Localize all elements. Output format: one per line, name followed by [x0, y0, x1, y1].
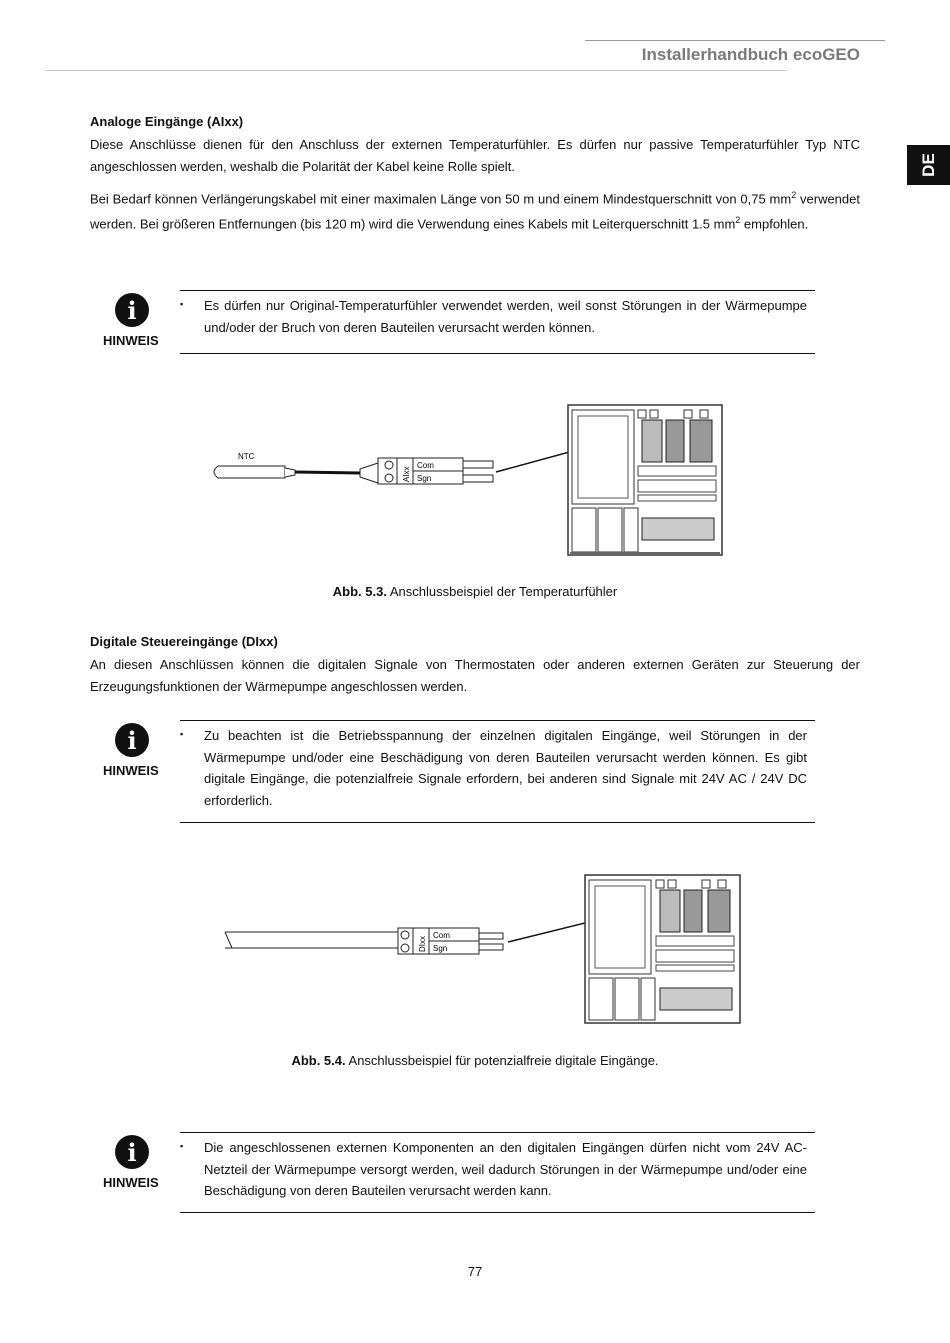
sensor-label: NTC [238, 452, 255, 461]
note-box [180, 1132, 815, 1213]
section-heading-digital: Digitale Steuereingänge (DIxx) [90, 634, 278, 649]
control-panel-drawing [568, 405, 722, 555]
com-label: Com [417, 461, 434, 470]
paragraph-analog-2: Bei Bedarf können Verlängerungskabel mit einer maximalen Länge von 50 m und einem Mindestquerschnitt von 0,75 $mm^2$ verwendet werden. Bei größeren Entfernungen (bis 120 m) wird die Verwendung eines Kabels mit Leiterquerschnitt 1.5 $mm^2$ empfohlen. [90, 190, 860, 232]
terminal-block-dixx [398, 928, 503, 954]
note-hinweis-2 [95, 720, 815, 824]
note-text: Die angeschlossenen externen Komponenten an den digitalen Eingängen dürfen nicht vom 24V AC-Netzteil der Wärmepumpe versorgt werden, weil dadurch Störungen in der Wärmepumpe und/oder eine Beschädigung von deren Bauteilen verursacht werden kann. [204, 1140, 807, 1198]
note-label: HINWEIS [103, 1175, 159, 1190]
note-box [180, 720, 815, 823]
cable [225, 932, 398, 948]
note-label: HINWEIS [103, 333, 159, 348]
header-rule-bottom [45, 70, 787, 71]
info-icon: i [115, 1135, 149, 1169]
port-label: DIxx [418, 936, 427, 952]
note-box [180, 290, 815, 354]
paragraph-analog-1: Diese Anschlüsse dienen für den Anschluss der externen Temperaturfühler. Es dürfen nur passive Temperaturfühler Typ NTC angeschlossen werden, weshalb die Polarität der Kabel keine Rolle spielt. [90, 137, 860, 174]
figure-caption-1: Abb. 5.3. Anschlussbeispiel der Temperaturfühler [332, 584, 618, 599]
terminal-block-aixx [378, 458, 493, 484]
paragraph-digital-1: An diesen Anschlüssen können die digitalen Signale von Thermostaten oder anderen externen Geräten zur Steuerung der Erzeugungsfunktionen der Wärmepumpe angeschlossen werden. [90, 657, 860, 694]
note-text: Es dürfen nur Original-Temperaturfühler verwendet werden, weil sonst Störungen in der Wärmepumpe und/oder der Bruch von deren Bauteilen verursacht werden können. [204, 298, 807, 335]
bullet-icon: ▪ [180, 729, 184, 739]
note-hinweis-1 [95, 290, 815, 355]
language-tab: DE [907, 145, 950, 185]
figure-ntc-connection [200, 400, 730, 560]
info-icon: i [115, 293, 149, 327]
header-title: Installerhandbuch ecoGEO [641, 45, 860, 64]
bullet-icon: ▪ [180, 299, 184, 309]
ntc-sensor [214, 463, 378, 483]
note-label: HINWEIS [103, 763, 159, 778]
com-label: Com [433, 931, 450, 940]
port-label: AIxx [402, 466, 411, 482]
bullet-icon: ▪ [180, 1141, 184, 1151]
control-panel-drawing [585, 875, 740, 1023]
sgn-label: Sgn [417, 474, 432, 483]
figure-caption-2: Abb. 5.4. Anschlussbeispiel für potenzialfreie digitale Eingänge. [291, 1053, 659, 1068]
sgn-label: Sgn [433, 944, 448, 953]
section-heading-analog: Analoge Eingänge (AIxx) [90, 114, 244, 129]
figure-digital-connection [220, 870, 750, 1030]
info-icon: i [115, 723, 149, 757]
note-text: Zu beachten ist die Betriebsspannung der einzelnen digitalen Eingänge, weil Störungen in der Wärmepumpe und/oder eine Beschädigung von deren Bauteilen verursacht werden können. Es gibt digitale Eingänge, die potenzialfreie Signale erfordern, bei anderen sind Signale mit 24V AC / 24V DC erforderlich. [204, 728, 807, 808]
note-hinweis-3 [95, 1132, 815, 1214]
page-number: 77 [467, 1264, 483, 1279]
header-rule-top [585, 40, 885, 41]
